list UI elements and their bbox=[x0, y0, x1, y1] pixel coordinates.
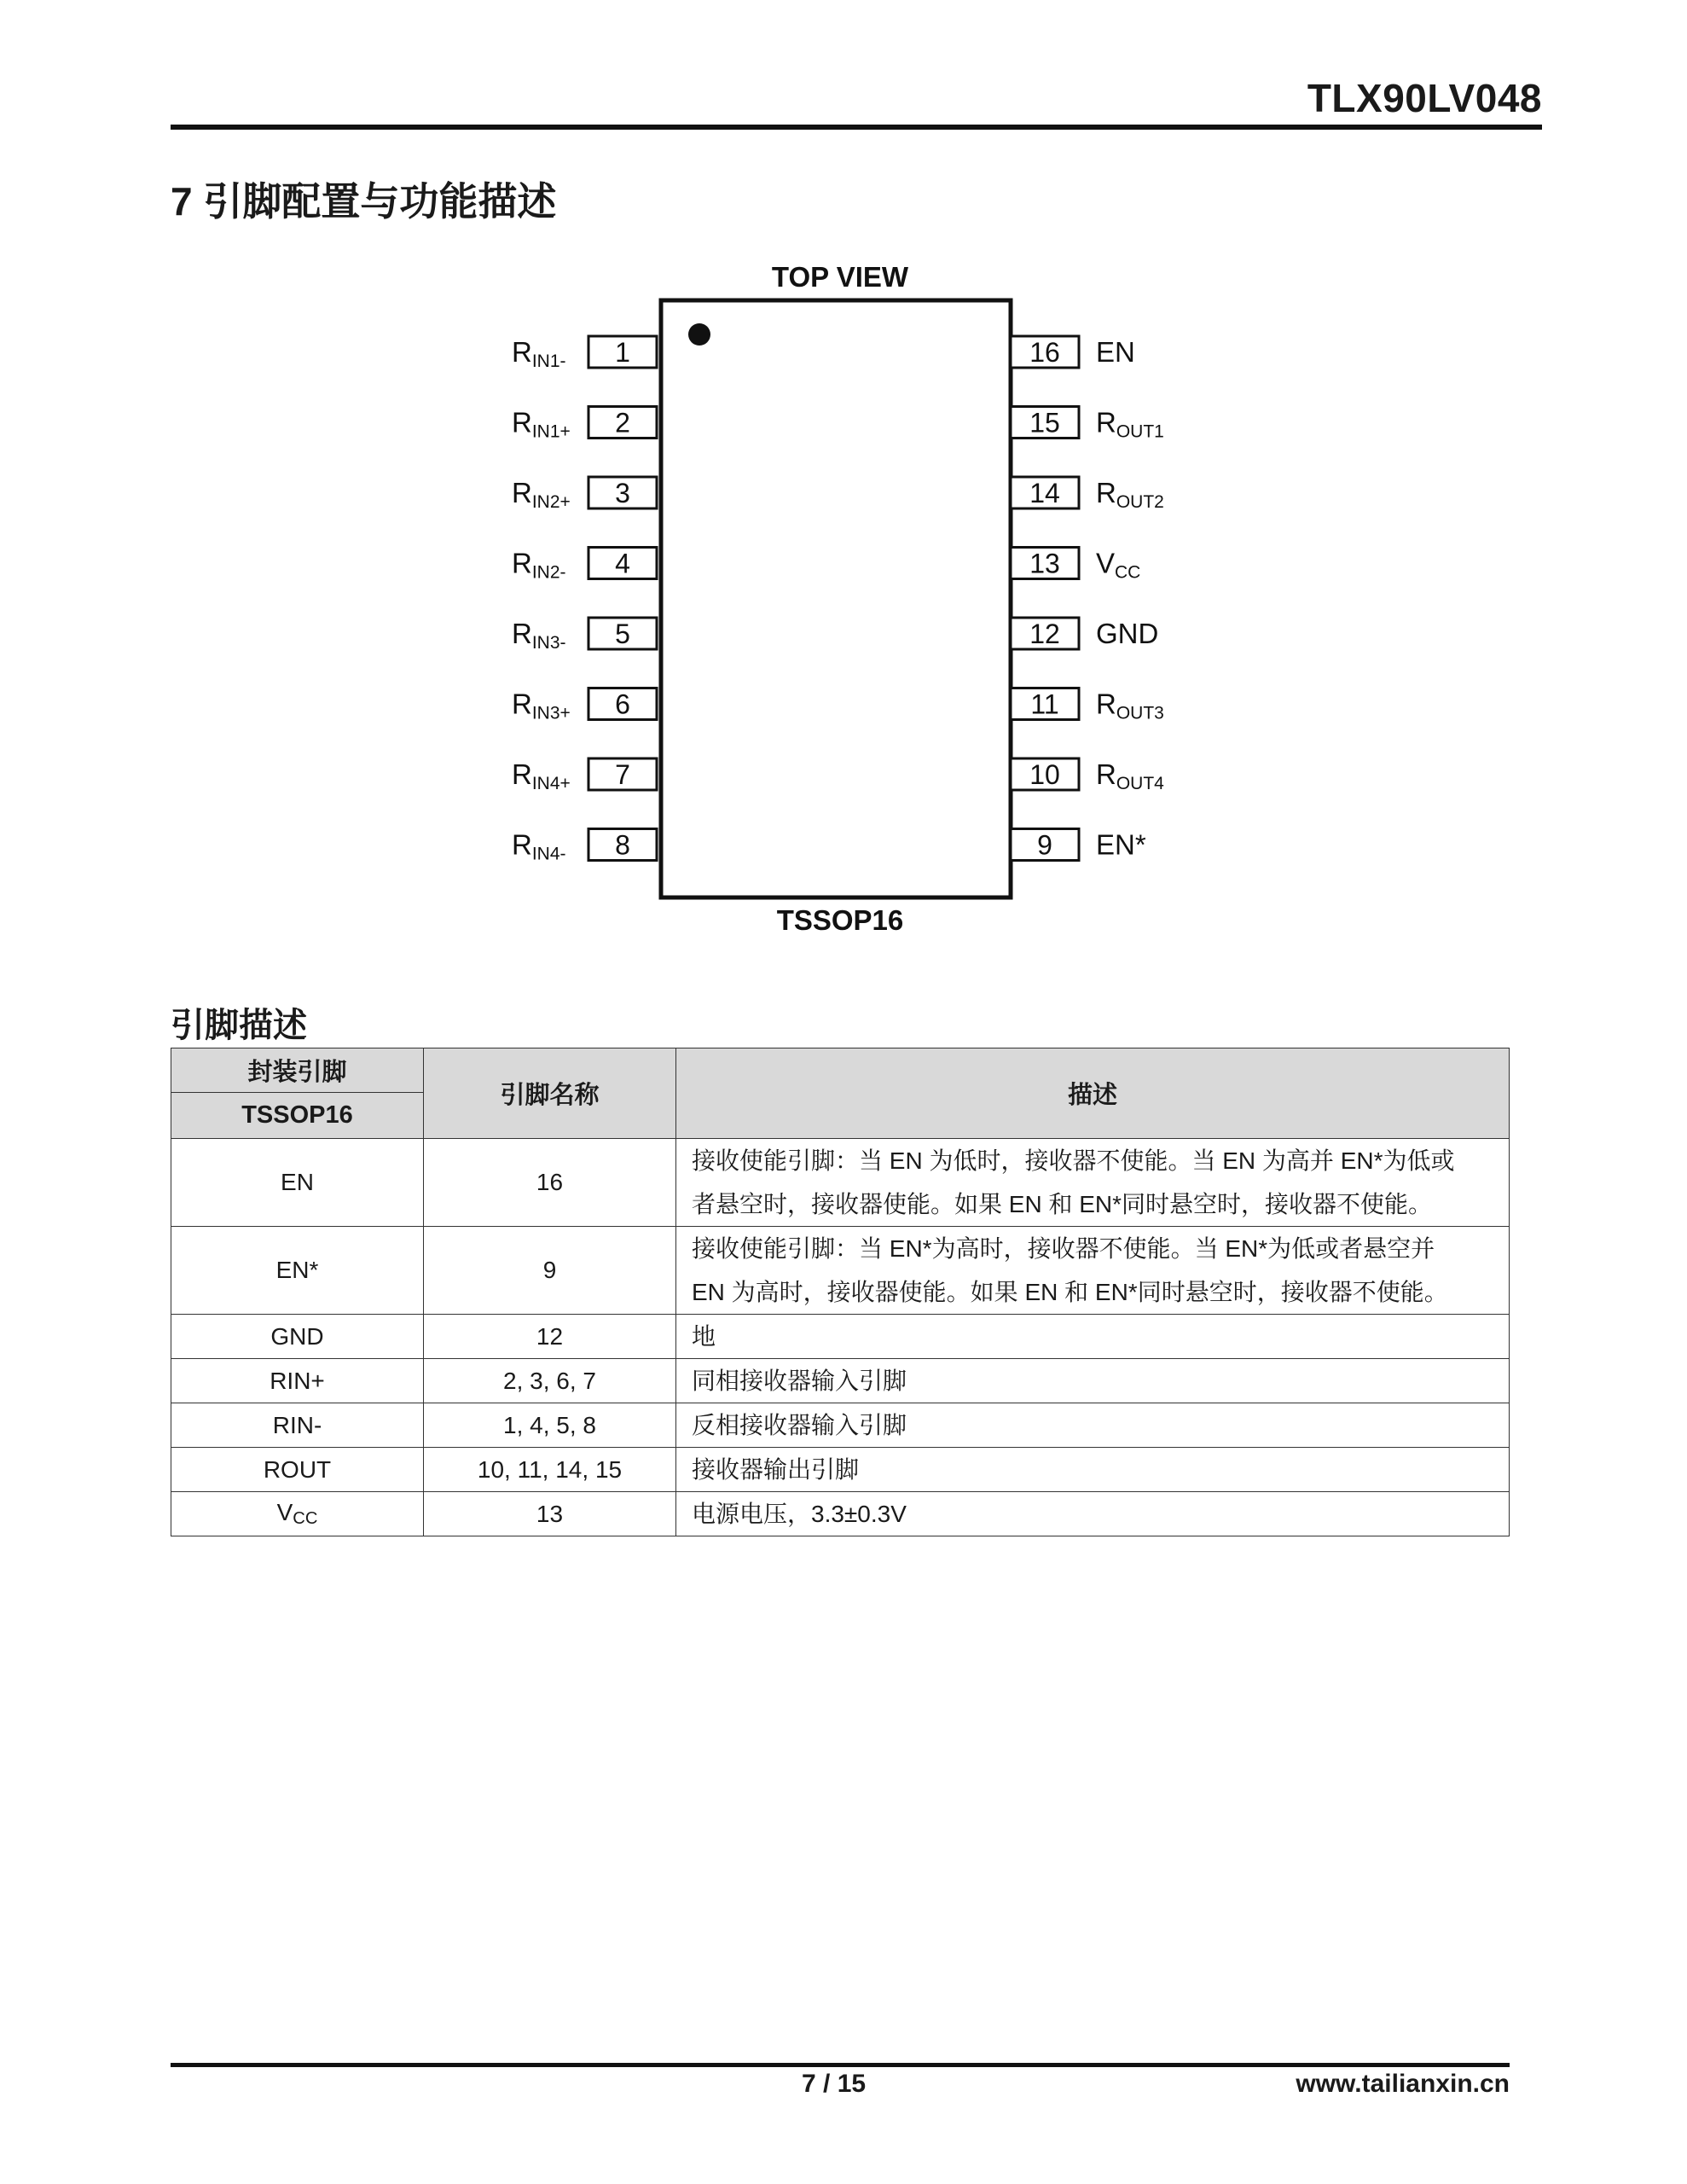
pin-label bbox=[512, 548, 566, 583]
table-row bbox=[171, 1315, 1510, 1359]
top-view-label: TOP VIEW bbox=[771, 261, 909, 293]
pin-name-text: ROUT bbox=[263, 1455, 332, 1483]
pin-label-subscript: IN2+ bbox=[531, 492, 571, 512]
pin-label-subscript: OUT1 bbox=[1116, 421, 1164, 442]
pin-label bbox=[1096, 758, 1164, 793]
cell-package-pin bbox=[171, 1359, 424, 1403]
cell-description bbox=[676, 1448, 1510, 1492]
cell-description bbox=[676, 1403, 1510, 1448]
header-rule bbox=[171, 125, 1542, 130]
description-line: 电源电压，3.3±0.3V bbox=[692, 1501, 907, 1527]
cell-pin-numbers: 16 bbox=[424, 1139, 676, 1227]
pin-name-text: RIN- bbox=[272, 1411, 322, 1438]
pin-label-subscript: IN3+ bbox=[531, 703, 571, 723]
pin-label bbox=[1096, 477, 1164, 512]
pin-label-subscript: OUT4 bbox=[1116, 774, 1164, 793]
cell-package-pin bbox=[171, 1315, 424, 1359]
description-line: 地 bbox=[692, 1323, 716, 1350]
pin-label-name: R bbox=[512, 688, 532, 720]
description-line: 者悬空时，接收器使能。如果 EN 和 EN*同时悬空时，接收器不使能。 bbox=[692, 1191, 1433, 1217]
header-description: 描述 bbox=[676, 1048, 1510, 1139]
pin-label-name: R bbox=[512, 336, 532, 368]
header-package-pin: 封装引脚 bbox=[171, 1048, 424, 1093]
pin-name-subscript: CC bbox=[293, 1509, 318, 1529]
pin-label-name: R bbox=[512, 758, 532, 790]
pin-number: 6 bbox=[615, 688, 630, 720]
description-line: EN 为高时，接收器使能。如果 EN 和 EN*同时悬空时，接收器不使能。 bbox=[692, 1279, 1448, 1305]
pin-label-name: R bbox=[1096, 758, 1116, 790]
pin-number: 2 bbox=[615, 407, 630, 439]
pin-label-subscript: CC bbox=[1115, 562, 1141, 583]
pin-number: 3 bbox=[615, 478, 630, 508]
pin-number: 14 bbox=[1029, 478, 1060, 508]
pin-number: 9 bbox=[1037, 829, 1052, 861]
pin-number: 13 bbox=[1029, 548, 1060, 579]
pin-label bbox=[512, 407, 571, 442]
pin-label-subscript: IN2- bbox=[531, 562, 566, 583]
pin-label-name: V bbox=[1096, 547, 1116, 579]
cell-description bbox=[676, 1227, 1510, 1315]
cell-pin-numbers: 10, 11, 14, 15 bbox=[424, 1448, 676, 1492]
pin-label bbox=[512, 829, 566, 864]
table-row bbox=[171, 1359, 1510, 1403]
table-row bbox=[171, 1139, 1510, 1227]
pin-name-text: RIN+ bbox=[270, 1367, 325, 1394]
pin-label bbox=[1096, 407, 1164, 442]
pin-number: 12 bbox=[1029, 619, 1060, 649]
cell-description bbox=[676, 1315, 1510, 1359]
pin-label-name: GND bbox=[1096, 618, 1159, 649]
pin-label-subscript: IN3- bbox=[531, 633, 566, 653]
table-row bbox=[171, 1492, 1510, 1536]
cell-pin-numbers: 1, 4, 5, 8 bbox=[424, 1403, 676, 1448]
pin-label bbox=[1096, 688, 1164, 723]
pin-label bbox=[1096, 618, 1158, 649]
pin-label bbox=[512, 618, 566, 653]
footer-website: www.tailianxin.cn bbox=[1296, 2070, 1510, 2098]
pin1-indicator-dot bbox=[688, 323, 710, 346]
pin-label-name: R bbox=[1096, 406, 1116, 439]
pin-number: 10 bbox=[1029, 759, 1060, 790]
table-header-row bbox=[171, 1048, 1510, 1093]
package-label: TSSOP16 bbox=[776, 904, 904, 936]
pin-name-text: V bbox=[276, 1498, 293, 1525]
pin-label-name: R bbox=[512, 477, 532, 508]
pin-number: 15 bbox=[1029, 407, 1060, 439]
pin-number: 8 bbox=[615, 829, 630, 861]
pin-label bbox=[512, 758, 571, 793]
pin-number: 4 bbox=[615, 548, 630, 579]
table-heading: 引脚描述 bbox=[171, 1007, 307, 1044]
cell-package-pin bbox=[171, 1403, 424, 1448]
pin-label-name: EN bbox=[1096, 336, 1135, 368]
pin-description-table bbox=[171, 1048, 1510, 1536]
pin-label-subscript: OUT3 bbox=[1116, 703, 1164, 723]
pin-label-name: R bbox=[512, 406, 532, 439]
pin-label bbox=[512, 336, 566, 371]
description-line: 接收器输出引脚 bbox=[692, 1456, 860, 1483]
pin-label bbox=[1096, 548, 1140, 583]
pin-number: 16 bbox=[1029, 337, 1060, 368]
pin-label-subscript: IN1+ bbox=[531, 421, 571, 442]
pin-label-name: R bbox=[512, 547, 532, 579]
pin-name-text: EN bbox=[281, 1169, 314, 1195]
table-row bbox=[171, 1448, 1510, 1492]
description-line: 反相接收器输入引脚 bbox=[692, 1412, 907, 1438]
pin-label-subscript: IN1- bbox=[531, 351, 566, 371]
pin-number: 7 bbox=[615, 759, 630, 790]
cell-package-pin bbox=[171, 1227, 424, 1315]
cell-pin-numbers: 13 bbox=[424, 1492, 676, 1536]
footer-rule bbox=[171, 2063, 1510, 2067]
pin-configuration-diagram bbox=[461, 247, 1228, 947]
cell-pin-numbers: 9 bbox=[424, 1227, 676, 1315]
pin-label-subscript: IN4+ bbox=[531, 774, 571, 793]
pins-layer bbox=[512, 336, 1164, 864]
description-line: 接收使能引脚：当 EN 为低时，接收器不使能。当 EN 为高并 EN*为低或 bbox=[692, 1147, 1455, 1174]
cell-description bbox=[676, 1492, 1510, 1536]
cell-description bbox=[676, 1359, 1510, 1403]
pin-label bbox=[512, 477, 571, 512]
cell-description bbox=[676, 1139, 1510, 1227]
pin-name-text: EN* bbox=[275, 1257, 319, 1283]
pin-label bbox=[512, 688, 571, 723]
pin-label-subscript: OUT2 bbox=[1116, 492, 1164, 512]
pin-number: 1 bbox=[615, 337, 630, 368]
pin-name-text: GND bbox=[270, 1322, 324, 1350]
table-row bbox=[171, 1403, 1510, 1448]
pin-number: 5 bbox=[615, 619, 630, 649]
description-line: 接收使能引脚：当 EN*为高时，接收器不使能。当 EN*为低或者悬空并 bbox=[692, 1235, 1435, 1262]
pin-label-name: R bbox=[1096, 688, 1116, 720]
header-pin-name: 引脚名称 bbox=[424, 1048, 676, 1139]
package-body bbox=[661, 300, 1011, 897]
table-body bbox=[171, 1139, 1510, 1536]
pin-label-name: R bbox=[1096, 477, 1116, 508]
pin-label bbox=[1096, 829, 1146, 861]
cell-package-pin bbox=[171, 1492, 424, 1536]
cell-package-pin bbox=[171, 1139, 424, 1227]
description-line: 同相接收器输入引脚 bbox=[692, 1368, 907, 1394]
pin-label bbox=[1096, 336, 1135, 368]
pin-label-name: R bbox=[512, 618, 532, 649]
pin-number: 11 bbox=[1030, 688, 1059, 720]
pin-label-name: R bbox=[512, 828, 532, 861]
cell-pin-numbers: 2, 3, 6, 7 bbox=[424, 1359, 676, 1403]
section-title: 7 引脚配置与功能描述 bbox=[171, 179, 557, 224]
pin-label-name: EN* bbox=[1096, 828, 1146, 861]
page-number: 7 / 15 bbox=[802, 2070, 867, 2098]
cell-package-pin bbox=[171, 1448, 424, 1492]
cell-pin-numbers: 12 bbox=[424, 1315, 676, 1359]
header-package-type: TSSOP16 bbox=[171, 1093, 424, 1139]
table-row bbox=[171, 1227, 1510, 1315]
document-code: TLX90LV048 bbox=[1307, 76, 1542, 120]
pin-label-subscript: IN4- bbox=[531, 844, 566, 864]
